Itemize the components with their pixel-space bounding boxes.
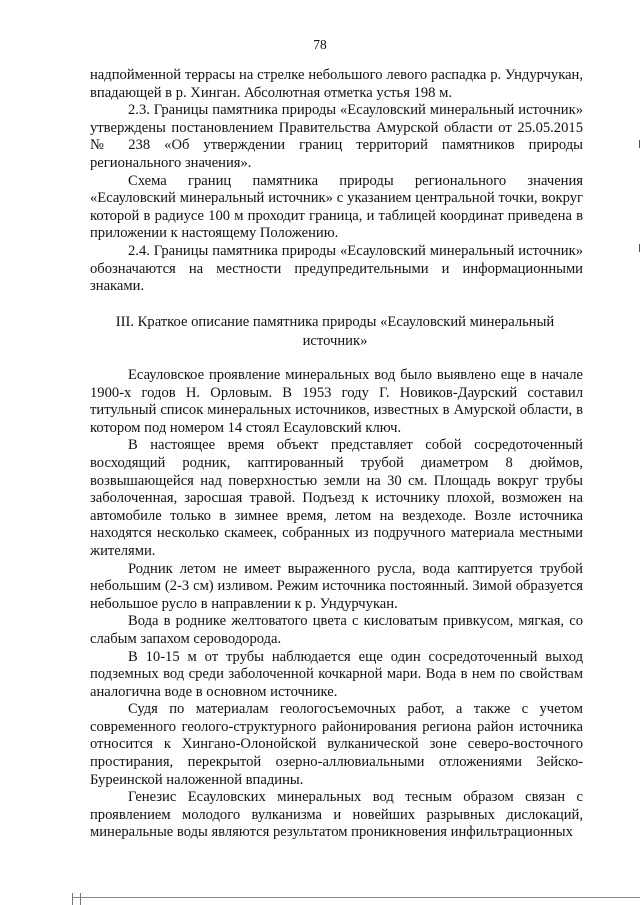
- paragraph-history: Есауловское проявление минеральных вод было выявлено еще в начале 1900-х годов Н. Орловым. В 1953 году Г. Новиков-Даурский составил титульный список минеральных источников, известных в Амурской области, в котором под номером 14 стоял Есауловский ключ.: [90, 367, 583, 436]
- scan-edge-tick: [72, 893, 73, 905]
- paragraph-geology: Судя по материалам геологосъемочных работ, а также с учетом современного геолого-структурного районирования региона район источника относится к Хингано-Олонойской вулканической зоне северо-восточного простирания, перекрытой озерно-аллювиальными отложениями Зейско-Буреинской наложенной впадины.: [90, 701, 583, 788]
- body-text-bottom: [90, 367, 583, 842]
- paragraph-boundaries-signs: 2.4. Границы памятника природы «Есауловский минеральный источник» обозначаются на местности предупредительными и информационными знаками.: [90, 242, 583, 295]
- paragraph-continuation: надпойменной террасы на стрелке небольшого левого распадка р. Ундурчукан, впадающей в р. Хинган. Абсолютная отметка устья 198 м.: [90, 67, 583, 101]
- paragraph-flow-regime: Родник летом не имеет выраженного русла, вода каптируется трубой небольшим (2-3 см) изливом. Режим источника постоянный. Зимой образуется небольшое русло в направлении к р. Ундурчукан.: [90, 560, 583, 612]
- scan-edge-tick: [80, 893, 81, 905]
- paragraph-water-quality: Вода в роднике желтоватого цвета с кисловатым привкусом, мягкая, со слабым запахом сероводорода.: [90, 613, 583, 647]
- paragraph-boundaries-approval: 2.3. Границы памятника природы «Есауловский минеральный источник» утверждены постановлением Правительства Амурской области от 25.05.2015 № 238 «Об утверждении границ территорий памятников природы регионального значения».: [90, 102, 583, 171]
- body-text-top: [90, 67, 583, 296]
- paragraph-genesis: Генезис Есауловских минеральных вод тесным образом связан с проявлением молодого вулканизма и новейших разрывных дислокаций, минеральные воды являются результатом проникновения инфильтрационных: [90, 789, 583, 841]
- paragraph-current-state: В настоящее время объект представляет собой сосредоточенный восходящий родник, каптированный трубой диаметром 8 дюймов, возвышающейся над поверхностью земли на 30 см. Площадь вокруг трубы заболоченная, заросшая травой. Подъезд к источнику плохой, возможен на автомобиле только в зимнее время, летом на вездеходе. Возле источника находятся несколько скамеек, собранных из подручного материала местными жителями.: [90, 437, 583, 559]
- section-heading: III. Краткое описание памятника природы «Есауловский минеральный источник»: [115, 314, 555, 349]
- paragraph-boundaries-scheme: Схема границ памятника природы регионального значения «Есауловский минеральный источник» с указанием центральной точки, вокруг которой в радиусе 100 м проходит граница, и таблицей координат приведена в приложении к настоящему Положению.: [90, 172, 583, 242]
- paragraph-second-outlet: В 10-15 м от трубы наблюдается еще один сосредоточенный выход подземных вод среди заболоченной кочкарной мари. Вода в нем по свойствам аналогична воде в основном источнике.: [90, 648, 583, 700]
- page-number: 78: [313, 37, 327, 52]
- scan-bottom-edge: [72, 897, 640, 898]
